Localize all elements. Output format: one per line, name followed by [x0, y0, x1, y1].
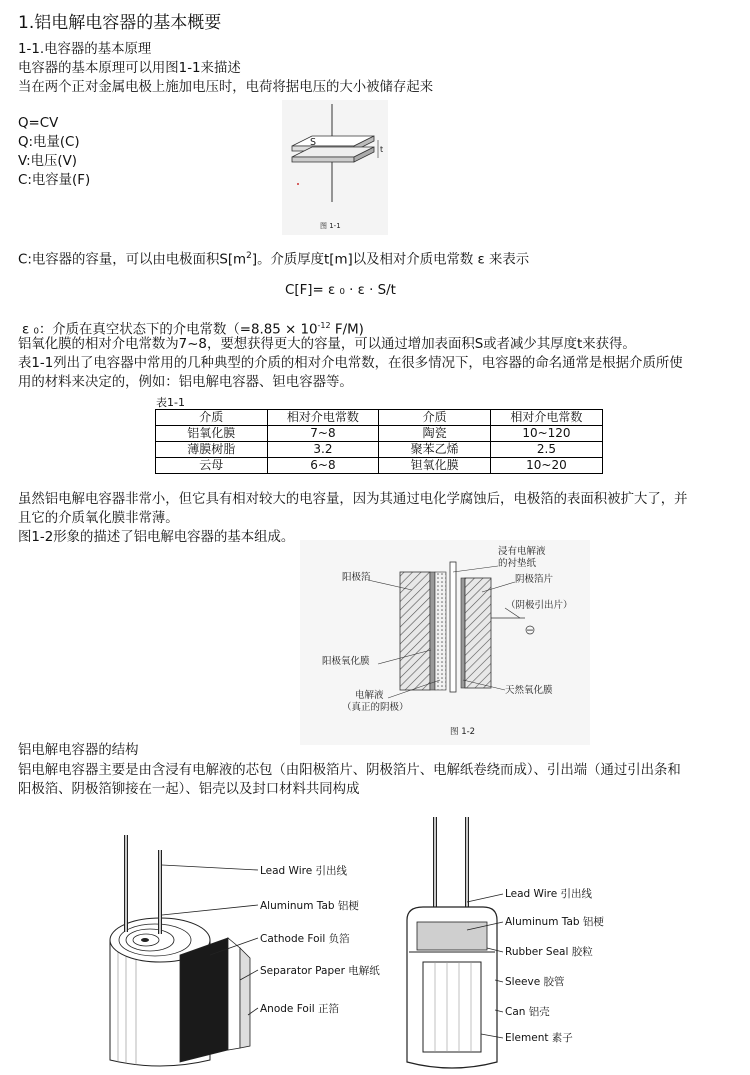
eps0-superscript: -12 [317, 321, 331, 330]
formula-qcv: Q=CV [18, 116, 59, 131]
paragraph: 铝氧化膜的相对介电常数为7~8，要想获得更大的容量，可以通过增加表面积S或者减少其厚度t来获得。 [18, 337, 636, 352]
paragraph: 电容器的基本原理可以用图1-1来描述 [18, 61, 241, 76]
label-electrolyte-b: （真正的阴极） [342, 702, 409, 713]
dielectric-table [155, 409, 603, 474]
figure-caption: 图 1-2 [450, 727, 476, 737]
label-anode-oxide: 阳极氧化膜 [322, 656, 370, 667]
table-row [156, 442, 603, 458]
capacitor-cross-section-diagram [395, 812, 740, 1072]
minus-sign: − [526, 625, 534, 636]
definition-c: C:电容量(F) [18, 173, 91, 188]
definition-v: V:电压(V) [18, 154, 77, 169]
capacity-line [18, 247, 529, 269]
table-cell: 铝氧化膜 [156, 426, 268, 442]
table-row [156, 458, 603, 474]
table-header: 介质 [379, 410, 491, 426]
table-row [156, 426, 603, 442]
label-lead-wire: Lead Wire 引出线 [260, 865, 348, 877]
label-aluminum-tab: Aluminum Tab 铝梗 [505, 916, 604, 928]
figure-1-1-capacitor-plates [282, 100, 388, 235]
table-cell: 6~8 [267, 458, 379, 474]
capacity-superscript: 2 [246, 251, 252, 261]
table-caption: 表1-1 [156, 396, 185, 409]
label-anode-foil: Anode Foil 正箔 [260, 1003, 339, 1015]
table-cell: 云母 [156, 458, 268, 474]
paragraph: 用的材料来决定的，例如：铝电解电容器、钽电容器等。 [18, 375, 353, 390]
label-electrolyte-a: 电解液 [355, 690, 384, 701]
label-aluminum-tab: Aluminum Tab 铝梗 [260, 900, 359, 912]
table-cell: 7~8 [267, 426, 379, 442]
table-cell: 陶瓷 [379, 426, 491, 442]
eps0-text-b: F/M) [330, 322, 364, 338]
label-separator-paper: Separator Paper 电解纸 [260, 965, 380, 977]
table-header: 介质 [156, 410, 268, 426]
wound-element-diagram [100, 820, 420, 1072]
paragraph: 阳极箔、阴极箔铆接在一起）、铝壳以及封口材料共同构成 [18, 782, 360, 797]
label-cathode-foil: 阴极箔片 [515, 574, 554, 585]
label-can: Can 铝壳 [505, 1006, 550, 1018]
table-header: 相对介电常数 [490, 410, 602, 426]
label-element: Element 素子 [505, 1032, 573, 1044]
page-title: 1.铝电解电容器的基本概要 [18, 13, 222, 33]
table-cell: 3.2 [267, 442, 379, 458]
figure-label-s: S [310, 137, 317, 148]
label-cathode-foil: Cathode Foil 负箔 [260, 933, 350, 945]
label-lead-wire: Lead Wire 引出线 [505, 888, 593, 900]
paragraph: 图1-2形象的描述了铝电解电容器的基本组成。 [18, 530, 295, 545]
section-heading: 铝电解电容器的结构 [18, 743, 139, 758]
paragraph: 当在两个正对金属电极上施加电压时，电荷将据电压的大小被储存起来 [18, 80, 434, 95]
table-header-row [156, 410, 603, 426]
table-cell: 10~120 [490, 426, 602, 442]
label-rubber-seal: Rubber Seal 胶粒 [505, 946, 593, 958]
table-cell: 薄膜树脂 [156, 442, 268, 458]
capacity-formula: C[F]= ε ₀ · ε · S/t [285, 283, 396, 298]
table-header: 相对介电常数 [267, 410, 379, 426]
table-cell: 聚苯乙烯 [379, 442, 491, 458]
section-heading: 1-1.电容器的基本原理 [18, 42, 152, 57]
paragraph: 虽然铝电解电容器非常小，但它具有相对较大的电容量，因为其通过电化学腐蚀后，电极箔的表面积被扩大了，并 [18, 492, 688, 507]
label-separator-a: 浸有电解液 [498, 546, 546, 557]
figure-label-t: t [380, 145, 384, 154]
label-sleeve: Sleeve 胶管 [505, 976, 565, 988]
label-natural-oxide: 天然氧化膜 [505, 685, 553, 696]
definition-q: Q:电量(C) [18, 135, 80, 150]
label-anode-foil: 阳极箔 [342, 572, 371, 583]
figure-caption: 图 1-1 [320, 222, 341, 230]
table-cell: 10~20 [490, 458, 602, 474]
table-cell: 2.5 [490, 442, 602, 458]
figure-1-2-electrode-structure [300, 540, 590, 745]
label-cathode-tab: （阴极引出片） [506, 600, 573, 611]
paragraph: 表1-1列出了电容器中常用的几种典型的介质的相对介电常数，在很多情况下，电容器的命名通常是根据介质所使 [18, 356, 683, 371]
capacity-text-b: ]。介质厚度t[m]以及相对介质电常数 ε 来表示 [251, 252, 530, 268]
paragraph: 铝电解电容器主要是由含浸有电解液的芯包（由阳极箔片、阴极箔片、电解纸卷绕而成）、引出端（通过引出条和 [18, 763, 681, 778]
label-separator-b: 的衬垫纸 [498, 558, 537, 569]
paragraph: 且它的介质氧化膜非常薄。 [18, 511, 179, 526]
capacity-text-a: C:电容器的容量，可以由电极面积S[m [18, 252, 247, 268]
table-cell: 钽氧化膜 [379, 458, 491, 474]
eps0-text-a: ε ₀：介质在真空状态下的介电常数（=8.85 × 10 [22, 322, 318, 338]
